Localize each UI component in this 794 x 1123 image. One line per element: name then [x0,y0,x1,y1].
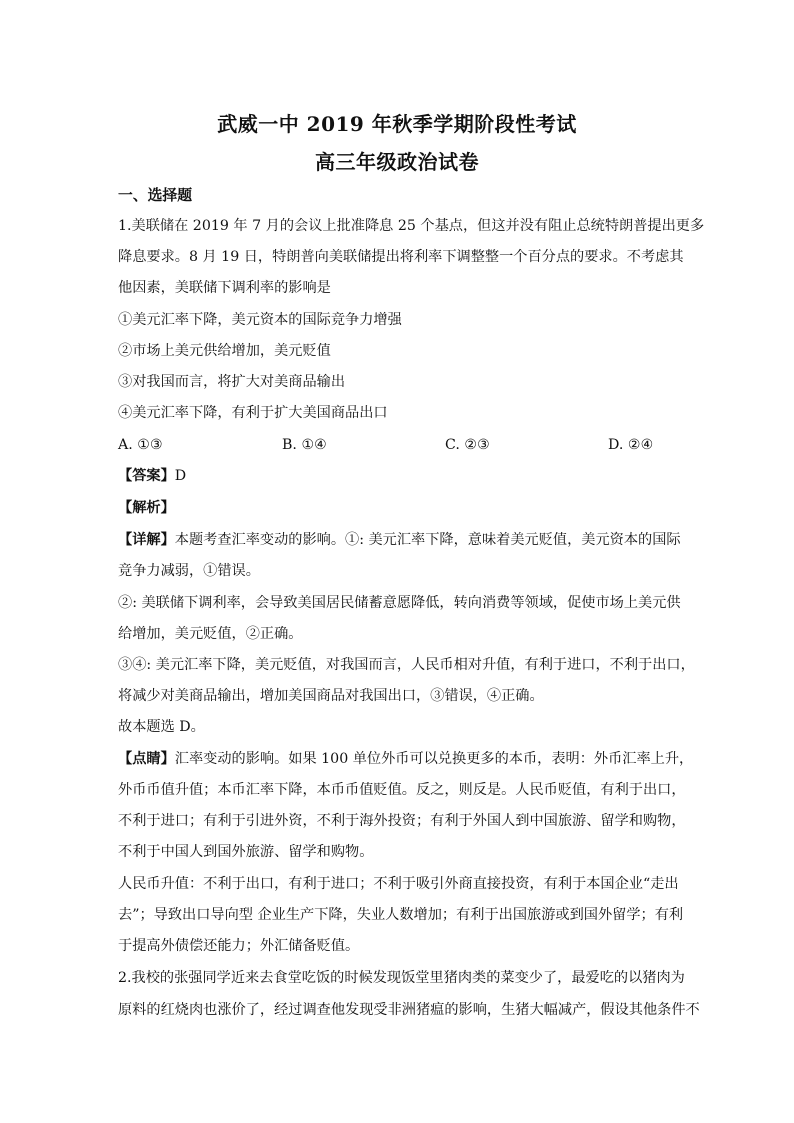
q2-stem-line: 2.我校的张强同学近来去食堂吃饭的时候发现饭堂里猪肉类的菜变少了，最爱吃的以猪肉为 [118,970,685,986]
q2-stem-line: 原料的红烧肉也涨价了，经过调查他发现受非洲猪瘟的影响，生猪大幅减产，假设其他条件不 [118,1002,700,1018]
q1-stem-line: 他因素，美联储下调利率的影响是 [118,280,331,296]
q1-answer [118,466,678,486]
q1-stem-line: 1.美联储在 2019 年 7 月的会议上批准降息 25 个基点，但这并没有阻止总统特朗普提出更多 [118,218,705,234]
section-heading: 一、选择题 [118,187,192,204]
q1-statement: ③对我国而言，将扩大对美商品输出 [118,374,346,390]
q1-note-line: 外币币值升值；本币汇率下降，本币币值贬值。反之，则反是。人民币贬值，有利于出口， [118,782,686,798]
answer-label: 【答案】 [118,468,175,484]
q1-detail-line: ②: 美联储下调利率，会导致美国居民储蓄意愿降低，转向消费等领域，促使市场上美元供 [118,595,681,611]
q1-option-d: D. ②④ [608,437,654,453]
detail-label: 【详解】 [118,532,175,548]
q1-statement: ②市场上美元供给增加，美元贬值 [118,343,331,359]
q1-detail-line: 竞争力减弱，①错误。 [118,563,260,579]
q1-note-line: 不利于中国人到国外旅游、留学和购物。 [118,844,374,860]
q1-option-a: A. ①③ [118,437,163,453]
q1-detail-line: ③④: 美元汇率下降，美元贬值，对我国而言，人民币相对升值，有利于进口，不利于出口， [118,657,695,673]
q1-detail-line: 给增加，美元贬值，②正确。 [118,626,303,642]
q1-note-line: 人民币升值：不利于出口，有利于进口；不利于吸引外商直接投资，有利于本国企业“走出 [118,876,679,892]
note-text: 汇率变动的影响。如果 100 单位外币可以兑换更多的本币，表明：外币汇率上升， [174,751,694,767]
q1-note-line: 去”；导致出口导向型 企业生产下降，失业人数增加；有利于出国旅游或到国外留学；有利 [118,907,684,923]
q1-statement: ④美元汇率下降，有利于扩大美国商品出口 [118,405,388,421]
q1-note-line [118,749,694,769]
q1-statement: ①美元汇率下降，美元资本的国际竞争力增强 [118,312,402,328]
exam-title: 武威一中 2019 年秋季学期阶段性考试 [217,112,577,136]
q1-conclusion: 故本题选 D。 [118,719,205,735]
q1-stem-line: 降息要求。8 月 19 日，特朗普向美联储提出将利率下调整整一个百分点的要求。不考虑其 [118,249,684,265]
q1-note-line: 于提高外债偿还能力；外汇储备贬值。 [118,938,360,954]
q1-detail-line [118,530,681,550]
q1-note-line: 不利于进口；有利于引进外资，不利于海外投资；有利于外国人到中国旅游、留学和购物， [118,813,686,829]
q1-option-b: B. ①④ [282,437,327,453]
exam-subtitle: 高三年级政治试卷 [315,150,479,174]
q1-detail-line: 将减少对美商品输出，增加美国商品对我国出口，③错误，④正确。 [118,688,544,704]
note-label: 【点睛】 [118,751,175,767]
detail-text: 本题考查汇率变动的影响。①: 美元汇率下降，意味着美元贬值，美元资本的国际 [174,532,681,548]
analysis-label: 【解析】 [118,500,175,516]
answer-value: D [174,468,187,484]
q1-option-c: C. ②③ [445,437,490,453]
